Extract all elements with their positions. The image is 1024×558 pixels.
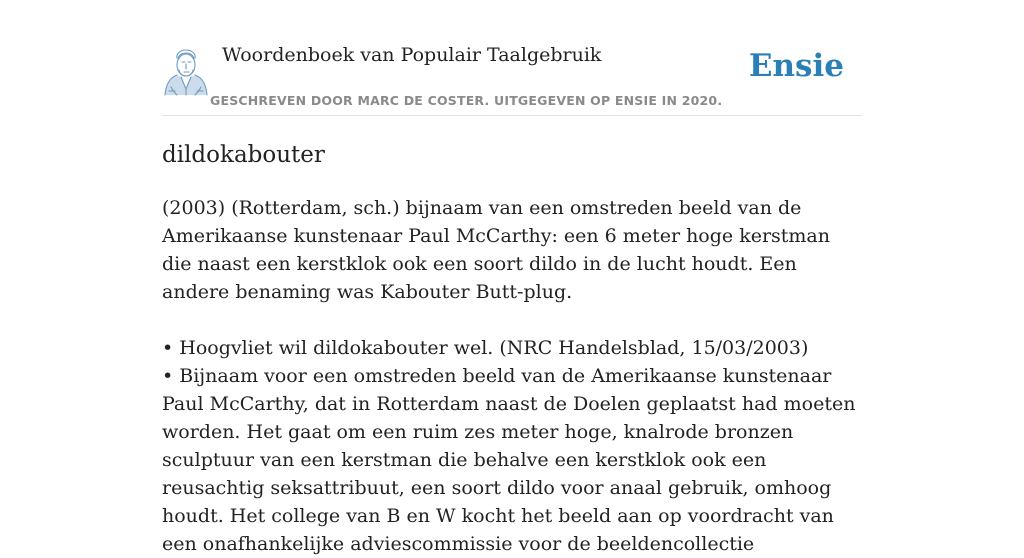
byline-suffix: IN 2020. bbox=[657, 93, 723, 108]
citation-line: • Hoogvliet wil dildokabouter wel. (NRC Handelsblad, 15/03/2003) bbox=[162, 337, 809, 359]
author-byline bbox=[210, 93, 722, 108]
ensie-logo-link[interactable]: Ensie bbox=[748, 48, 844, 84]
publisher-link[interactable]: ENSIE bbox=[614, 93, 658, 108]
entry-definition bbox=[162, 194, 862, 558]
byline-prefix: GESCHREVEN DOOR bbox=[210, 93, 358, 108]
author-portrait-icon[interactable] bbox=[163, 45, 209, 97]
paragraph-spacer bbox=[162, 306, 862, 334]
page-container bbox=[162, 0, 862, 558]
byline-middle: . UITGEGEVEN OP bbox=[484, 93, 615, 108]
explanation-paragraph: • Bijnaam voor een omstreden beeld van de Amerikaanse kunstenaar Paul McCarthy, dat in Rotterdam naast de Doelen geplaatst had moeten worden. Het gaat om een ruim zes meter hoge, knalrode bronzen sculptuur van een kerstman die behalve een kerstklok ook een reusachtig seksattribuut, een soort dildo voor anaal gebruik, omhoog houdt. Het college van B en W kocht het beeld aan op voordracht van een onafhankelijke adviescommissie voor de beeldencollectie bbox=[162, 365, 856, 555]
dictionary-header bbox=[162, 0, 862, 116]
definition-paragraph: (2003) (Rotterdam, sch.) bijnaam van een omstreden beeld van de Amerikaanse kunstenaar Paul McCarthy: een 6 meter hoge kerstman die naast een kerstklok ook een soort dildo in de lucht houdt. Een andere benaming was Kabouter Butt-plug. bbox=[162, 197, 830, 303]
entry-word-title: dildokabouter bbox=[162, 142, 325, 168]
dictionary-title[interactable]: Woordenboek van Populair Taalgebruik bbox=[222, 44, 602, 66]
author-link[interactable]: MARC DE COSTER bbox=[357, 93, 485, 108]
